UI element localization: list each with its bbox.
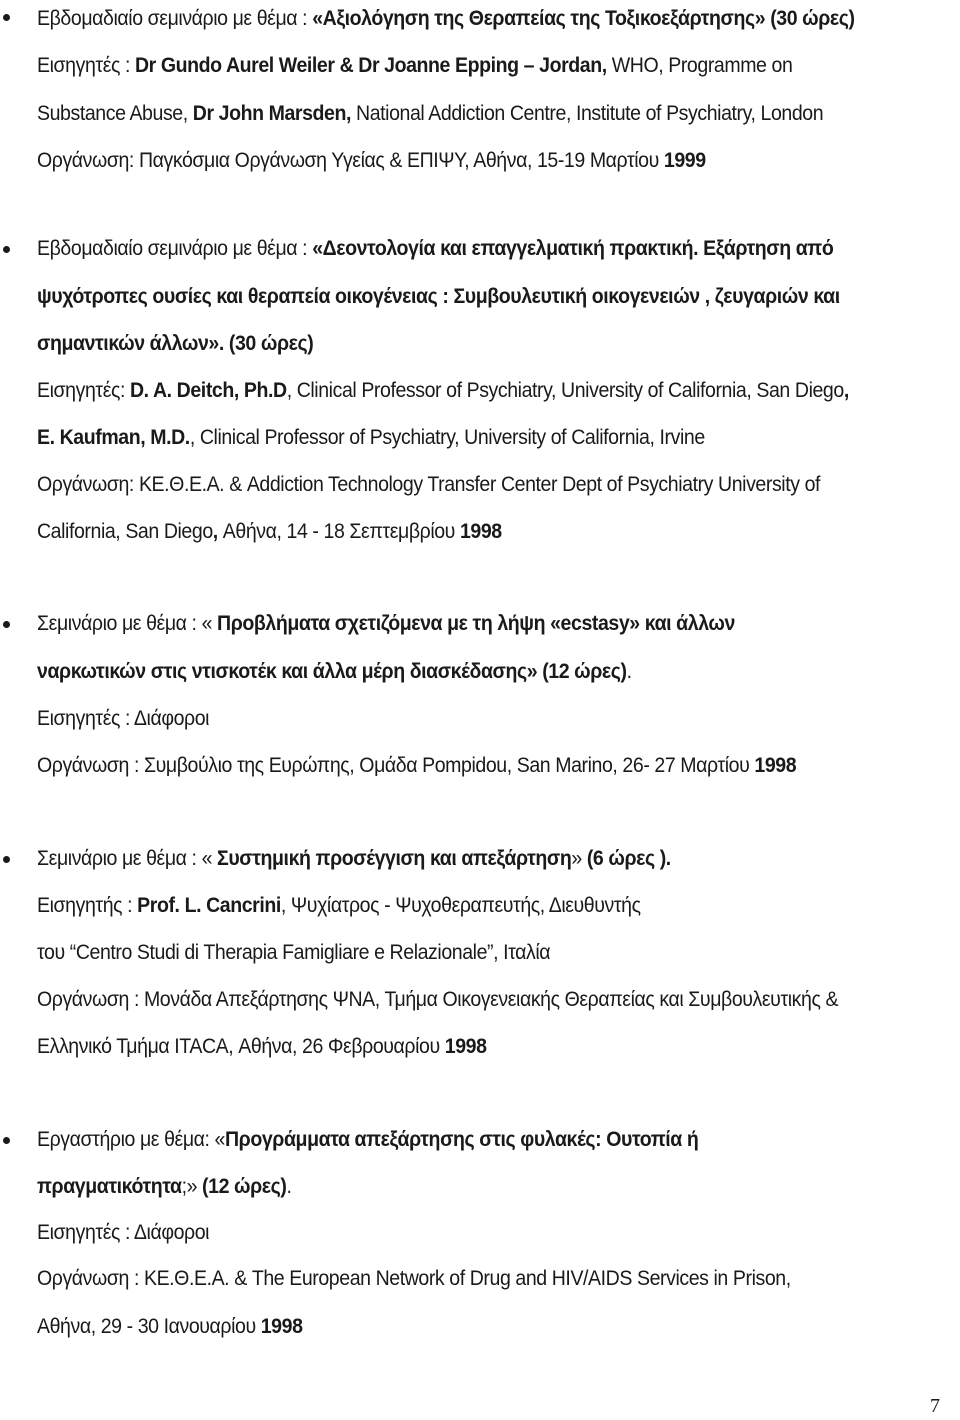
- text: , Clinical Professor of Psychiatry, University of California, Irvine: [189, 426, 705, 449]
- bold-text: πραγματικότητα: [37, 1175, 182, 1198]
- text: Εργαστήριο με θέμα: «: [37, 1128, 225, 1151]
- bold-text: «Αξιολόγηση της Θεραπείας της Τοξικοεξάρτησης» (30 ώρες): [312, 7, 855, 30]
- text-line: [37, 1174, 291, 1200]
- text-line: [37, 53, 792, 79]
- text: .: [626, 660, 632, 683]
- text: Εισηγητές:: [37, 379, 130, 402]
- text-line: [37, 378, 849, 404]
- text-line: [37, 893, 641, 919]
- text: Οργάνωση : ΚΕ.Θ.Ε.Α. & The European Network of Drug and HIV/AIDS Services in Prison,: [37, 1267, 791, 1290]
- text-line: [37, 846, 671, 872]
- text-line: [37, 706, 209, 732]
- text-line: [37, 1266, 791, 1292]
- bold-text: Προγράμματα απεξάρτησης στις φυλακές: Ουτοπία ή: [224, 1128, 699, 1151]
- text-line: [37, 940, 550, 966]
- text: Addiction Technology Transfer Center Dept of Psychiatry University of: [246, 473, 821, 496]
- bold-text: ,: [212, 520, 218, 543]
- text: Ελληνικό Τμήμα ITACA, Αθήνα, 26 Φεβρουαρίου: [37, 1035, 445, 1058]
- text: »: [571, 847, 587, 870]
- bold-text: E. Kaufman, M.D.: [37, 426, 190, 449]
- text: , Ψυχίατρος - Ψυχοθεραπευτής, Διευθυντής: [280, 894, 641, 917]
- bold-text: Prof. L. Cancrini: [137, 894, 281, 917]
- bold-text: Συστημική προσέγγιση και απεξάρτηση: [217, 847, 572, 870]
- text: Αθήνα, 14 - 18 Σεπτεμβρίου: [217, 520, 460, 543]
- bold-text: 1999: [663, 149, 706, 172]
- text: Εισηγητές : Διάφοροι: [37, 707, 210, 730]
- text-line: [37, 1314, 303, 1340]
- text: Οργάνωση: Παγκόσμια Οργάνωση Υγείας & ΕΠΙΨΥ, Αθήνα, 15-19 Μαρτίου: [37, 149, 664, 172]
- bold-text: Dr John Marsden,: [192, 102, 352, 125]
- text-line: [37, 101, 823, 127]
- bold-text: σημαντικών άλλων». (30 ώρες): [37, 332, 314, 355]
- bold-text: Dr Gundo Aurel Weiler & Dr Joanne Epping – Jordan,: [134, 54, 607, 77]
- text: Εβδομαδιαίο σεμινάριο με θέμα :: [37, 7, 313, 30]
- text-line: [37, 148, 706, 174]
- bold-text: ψυχότροπες ουσίες και θεραπεία οικογένειας : Συμβουλευτική οικογενειών , ζευγαριών και: [37, 285, 840, 308]
- bullet-icon: [3, 14, 10, 21]
- text-line: [37, 472, 820, 498]
- text-line: [37, 1220, 209, 1246]
- text-line: [37, 284, 840, 310]
- text-line: [37, 6, 855, 32]
- bold-text: ,: [843, 379, 849, 402]
- bold-text: 1998: [260, 1315, 303, 1338]
- text: National Addiction Centre, Institute of Psychiatry, London: [351, 102, 824, 125]
- page-number: 7: [930, 1395, 940, 1417]
- bold-text: 1998: [754, 754, 797, 777]
- text: Αθήνα, 29 - 30 Ιανουαρίου: [37, 1315, 261, 1338]
- text-line: [37, 236, 833, 262]
- bullet-icon: [3, 1137, 10, 1144]
- text: Εισηγητής :: [37, 894, 138, 917]
- bold-text: D. A. Deitch, Ph.D: [130, 379, 287, 402]
- text-line: [37, 987, 838, 1013]
- text: .: [286, 1175, 292, 1198]
- text: Οργάνωση : Μονάδα Απεξάρτησης ΨΝΑ, Τμήμα Οικογενειακής Θεραπείας και Συμβουλευτικής &: [37, 988, 839, 1011]
- text: Εισηγητές : Διάφοροι: [37, 1221, 210, 1244]
- text: WHO, Programme on: [606, 54, 793, 77]
- text: Substance Abuse,: [37, 102, 193, 125]
- bullet-icon: [3, 246, 10, 253]
- text: Οργάνωση: ΚΕ.Θ.Ε.Α. &: [37, 473, 247, 496]
- text-line: [37, 331, 313, 357]
- text: Οργάνωση : Συμβούλιο της Ευρώπης, Ομάδα Pompidou, San Marino, 26- 27 Μαρτίου: [37, 754, 755, 777]
- bold-text: (12 ώρες): [202, 1175, 287, 1198]
- bullet-icon: [3, 856, 10, 863]
- bold-text: » (12 ώρες): [526, 660, 627, 683]
- text-line: [37, 659, 632, 685]
- text: Εβδομαδιαίο σεμινάριο με θέμα :: [37, 237, 313, 260]
- text-line: [37, 519, 502, 545]
- text-line: [37, 1127, 698, 1153]
- text-line: [37, 753, 796, 779]
- bold-text: (6 ώρες ).: [586, 847, 671, 870]
- text: California, San Diego: [37, 520, 213, 543]
- bullet-icon: [3, 621, 10, 628]
- bold-text: Προβλήματα σχετιζόμενα με τη λήψη «ecstasy» και άλλων: [217, 612, 735, 635]
- bold-text: «Δεοντολογία και επαγγελματική πρακτική. Εξάρτηση από: [312, 237, 834, 260]
- text-line: [37, 425, 705, 451]
- text: του “Centro Studi di Therapia Famigliare e Relazionale”, Ιταλία: [37, 941, 551, 964]
- text: Σεμινάριο με θέμα : «: [37, 612, 218, 635]
- bold-text: ναρκωτικών στις ντισκοτέκ και άλλα μέρη διασκέδασης: [37, 660, 527, 683]
- text-line: [37, 1034, 487, 1060]
- text: , Clinical Professor of Psychiatry, University of California, San Diego: [286, 379, 844, 402]
- text: Εισηγητές :: [37, 54, 135, 77]
- text: ;»: [181, 1175, 203, 1198]
- bold-text: 1998: [459, 520, 502, 543]
- text-line: [37, 611, 735, 637]
- bold-text: 1998: [444, 1035, 487, 1058]
- text: Σεμινάριο με θέμα : «: [37, 847, 218, 870]
